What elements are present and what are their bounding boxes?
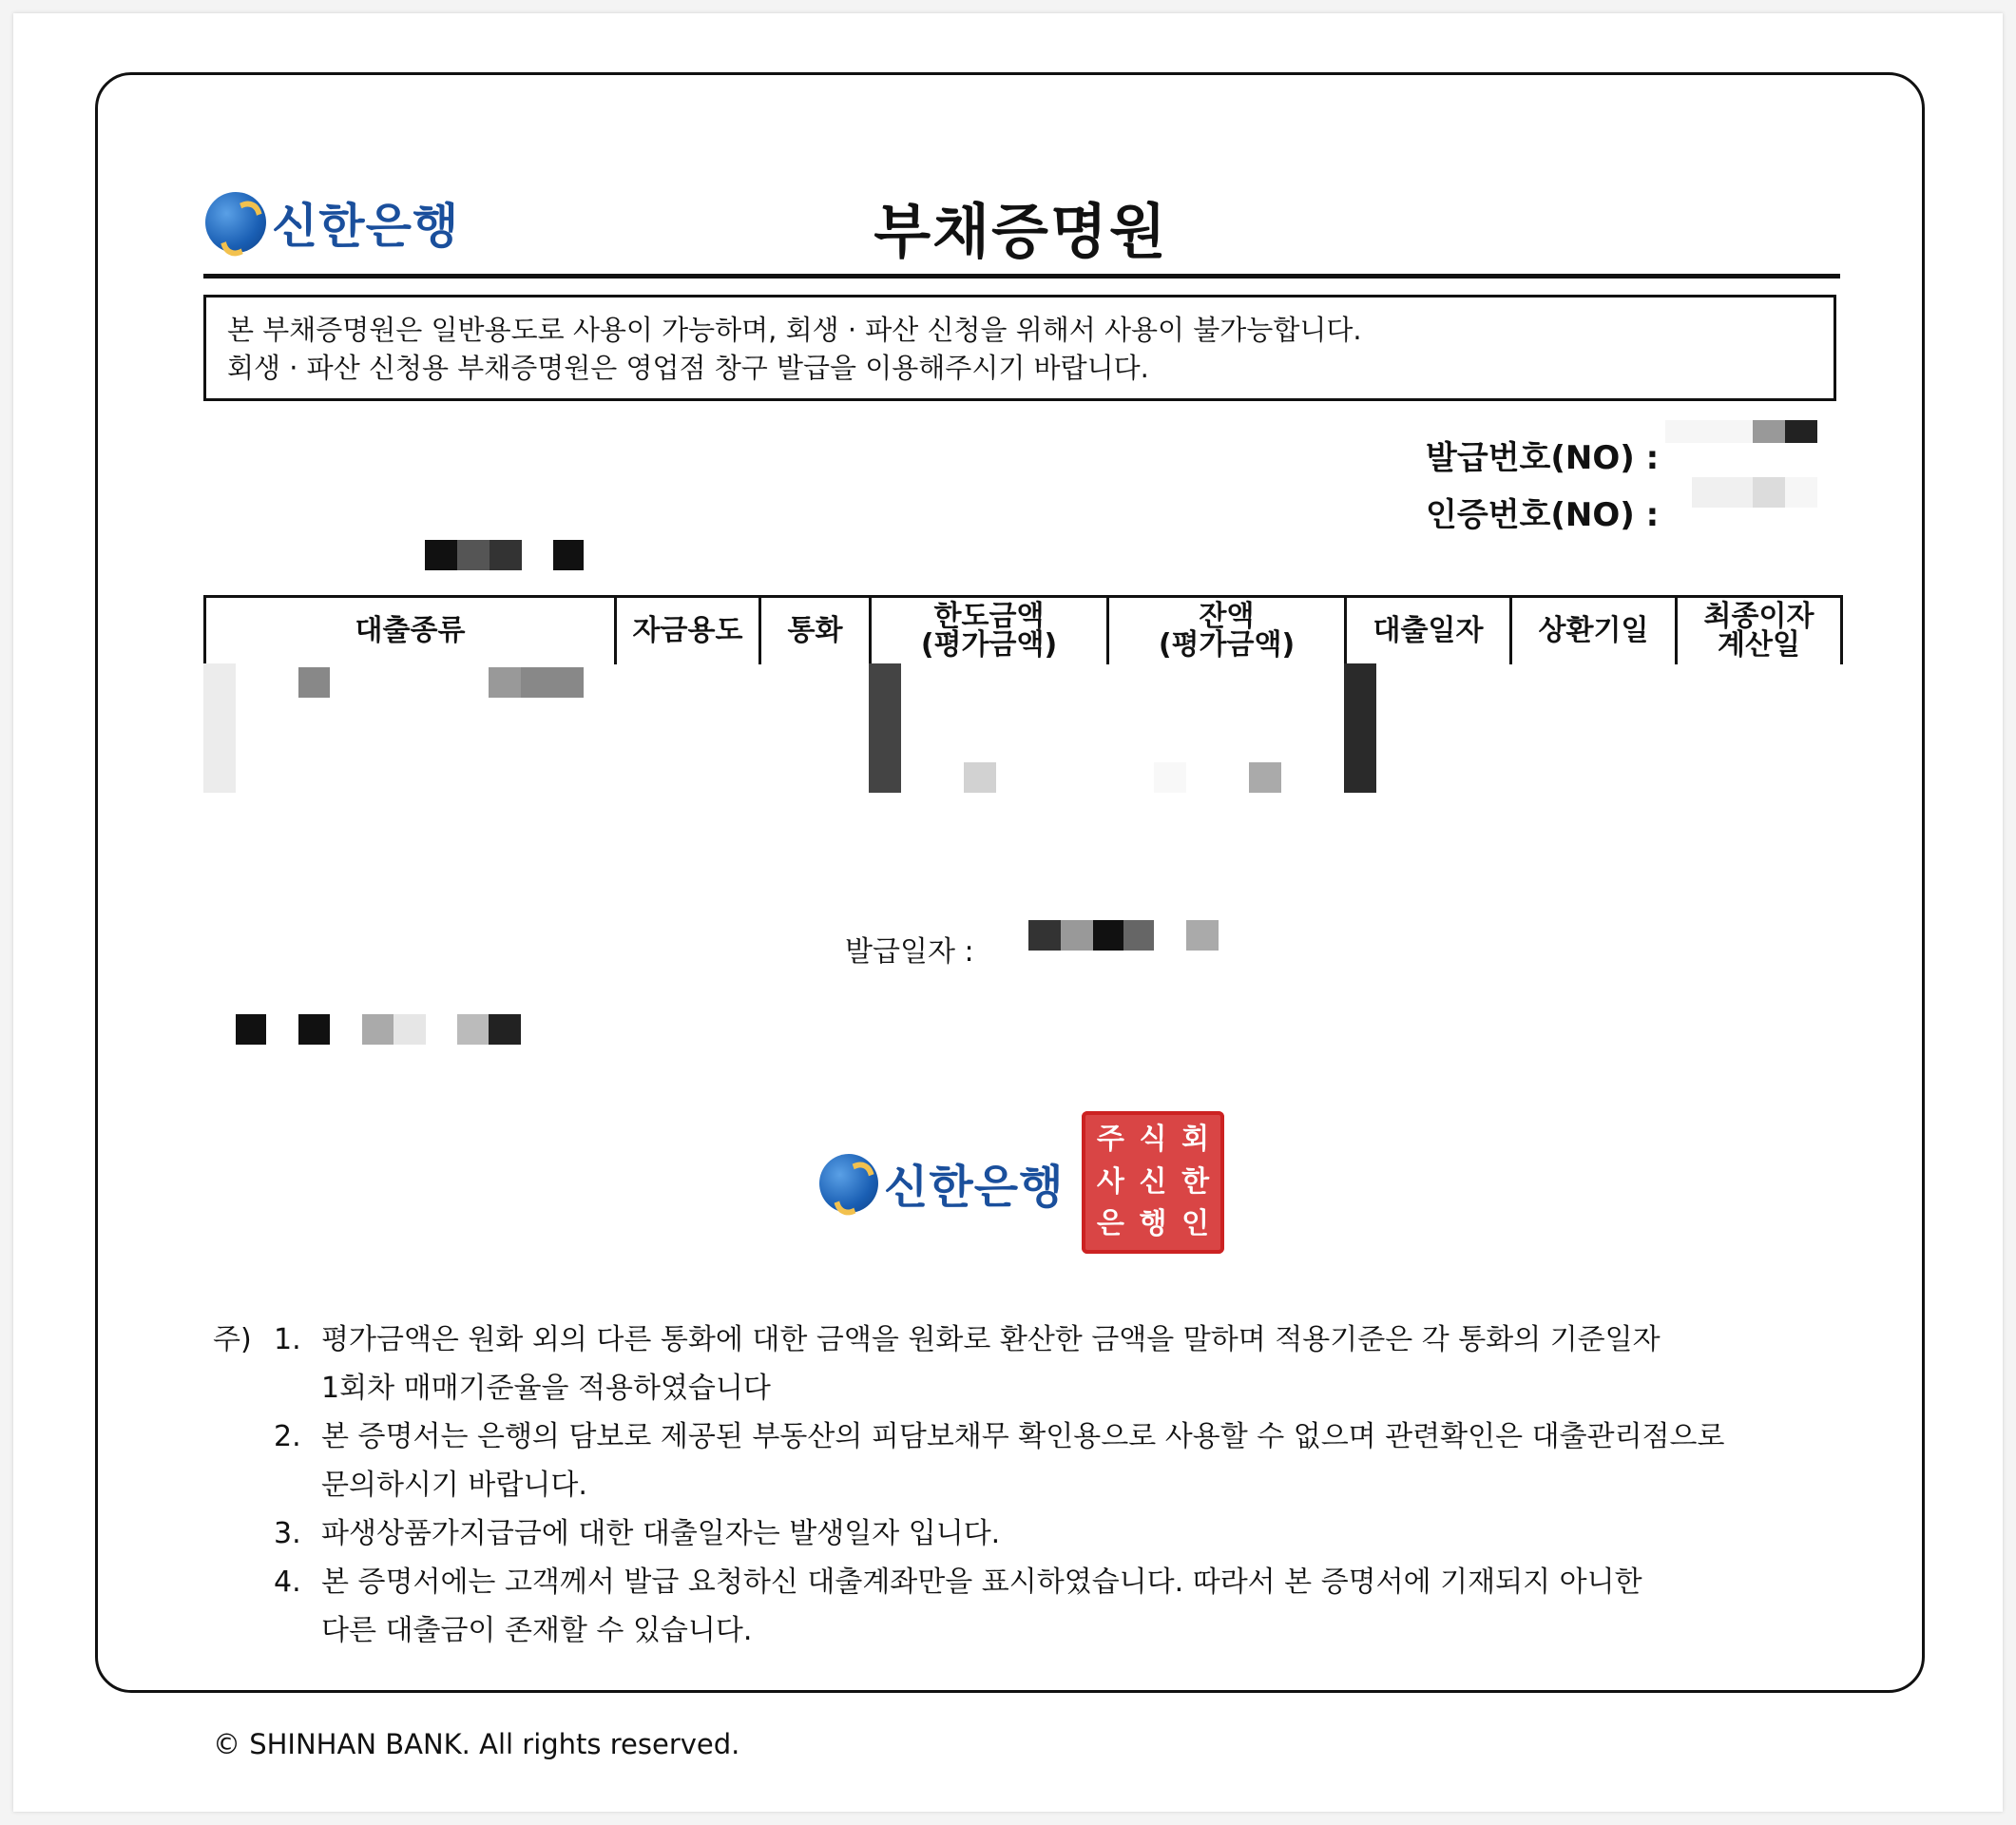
shinhan-logo-icon	[205, 192, 266, 253]
header-fund-purpose: 자금용도	[616, 597, 760, 665]
header-loan-date: 대출일자	[1346, 597, 1511, 665]
auth-number-label: 인증번호(NO) :	[1426, 496, 1660, 534]
footnotes	[213, 1316, 1725, 1655]
header-last-interest-date: 최종이자 계산일	[1677, 597, 1842, 665]
bank-logo	[205, 188, 459, 257]
footnote-4-cont: 다른 대출금이 존재할 수 있습니다.	[321, 1614, 753, 1647]
copyright-text: © SHINHAN BANK. All rights reserved.	[213, 1728, 740, 1760]
header-due-date: 상환기일	[1511, 597, 1677, 665]
footnote-2-cont: 문의하시기 바랍니다.	[321, 1469, 587, 1502]
bank-logo-signature	[819, 1150, 1064, 1216]
notice-line-2: 회생 · 파산 신청용 부채증명원은 영업점 창구 발급을 이용해주시기 바랍니다.	[227, 352, 1149, 384]
title-rule	[203, 274, 1840, 279]
document-sheet	[13, 13, 2003, 1812]
footnote-1-cont: 1회차 매매기준율을 적용하였습니다	[321, 1372, 771, 1405]
footnote-4: 4. 본 증명서에는 고객께서 발급 요청하신 대출계좌만을 표시하였습니다. 따라서 본 증명서에 기재되지 아니한	[274, 1566, 1642, 1599]
bank-name-signature: 신한은행	[884, 1161, 1065, 1214]
issue-number-label: 발급번호(NO) :	[1426, 439, 1660, 477]
header-balance: 잔액 (평가금액)	[1108, 597, 1346, 665]
footnote-1: 주) 1. 평가금액은 원화 외의 다른 통화에 대한 금액을 원화로 환산한 금액을 말하며 적용기준은 각 통화의 기준일자	[213, 1323, 1661, 1356]
issue-date-label: 발급일자 :	[845, 935, 974, 969]
bank-name: 신한은행	[272, 199, 460, 254]
loan-table-header	[205, 597, 1842, 665]
notice-line-1: 본 부채증명원은 일반용도로 사용이 가능하며, 회생 · 파산 신청을 위해서 사용이 불가능합니다.	[227, 314, 1362, 346]
document-title: 부채증명원	[874, 197, 1168, 266]
footnote-3: 3. 파생상품가지급금에 대한 대출일자는 발생일자 입니다.	[274, 1517, 1001, 1550]
header-currency: 통화	[760, 597, 871, 665]
bank-seal-stamp: 주 식 회 사 신 한 은 행 인	[1082, 1111, 1224, 1254]
usage-notice	[203, 295, 1836, 401]
footnote-2: 2. 본 증명서는 은행의 담보로 제공된 부동산의 피담보채무 확인용으로 사용할 수 없으며 관련확인은 대출관리점으로	[274, 1420, 1725, 1453]
shinhan-logo-icon	[819, 1154, 878, 1213]
header-loan-type: 대출종류	[205, 597, 616, 665]
loan-table	[203, 595, 1843, 664]
header-limit-amount: 한도금액 (평가금액)	[871, 597, 1108, 665]
